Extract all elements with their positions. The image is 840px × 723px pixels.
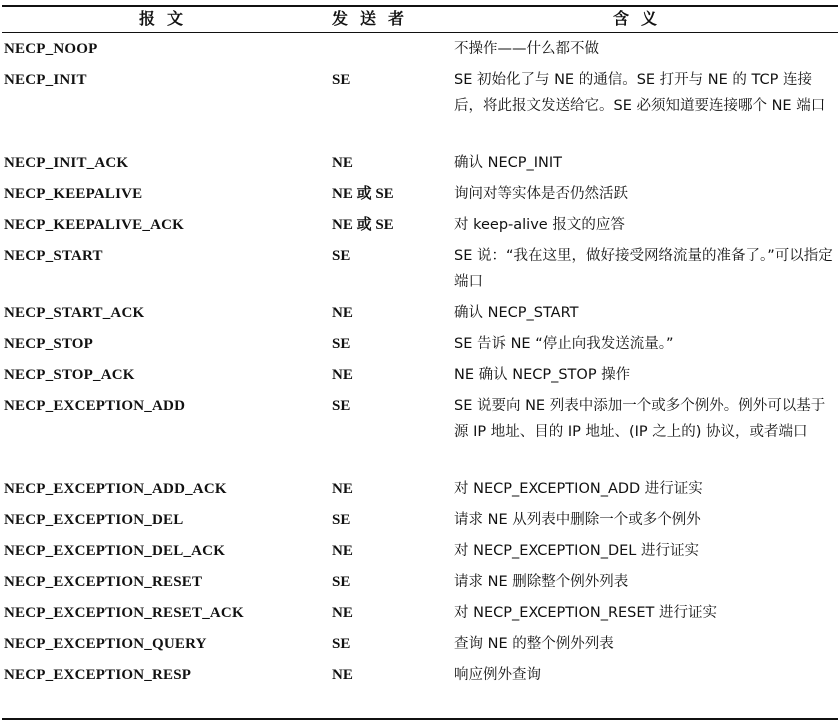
- cell-sender: NE 或 SE: [332, 217, 394, 233]
- cell-sender: NE 或 SE: [332, 186, 394, 202]
- cell-meaning: 对 NECP_EXCEPTION_ADD 进行证实: [454, 481, 703, 497]
- table-row: [2, 476, 838, 507]
- table-row: [2, 507, 838, 538]
- cell-message: NECP_START_ACK: [4, 305, 145, 321]
- cell-meaning: SE 说：“我在这里，做好接受网络流量的准备了。”可以指定端口: [454, 248, 833, 290]
- cell-meaning: SE 告诉 NE “停止向我发送流量。”: [454, 336, 674, 352]
- cell-message: NECP_KEEPALIVE: [4, 186, 143, 202]
- cell-message: NECP_START: [4, 248, 103, 264]
- cell-sender: SE: [332, 336, 351, 352]
- cell-message: NECP_NOOP: [4, 41, 98, 57]
- cell-meaning: SE 说要向 NE 列表中添加一个或多个例外。例外可以基于源 IP 地址、目的 IP 地址、(IP 之上的) 协议，或者端口: [454, 398, 826, 440]
- table-row: [2, 569, 838, 600]
- table-row: [2, 538, 838, 569]
- cell-message: NECP_EXCEPTION_DEL_ACK: [4, 543, 226, 559]
- cell-sender: SE: [332, 636, 351, 652]
- cell-message: NECP_INIT: [4, 72, 87, 88]
- table-row: [2, 631, 838, 662]
- cell-message: NECP_EXCEPTION_ADD_ACK: [4, 481, 227, 497]
- table-row: [2, 150, 838, 181]
- cell-message: NECP_EXCEPTION_ADD: [4, 398, 186, 414]
- table-row: [2, 331, 838, 362]
- cell-message: NECP_EXCEPTION_QUERY: [4, 636, 207, 652]
- cell-meaning: 对 keep-alive 报文的应答: [454, 217, 625, 233]
- table-body: [2, 36, 838, 693]
- cell-sender: [332, 36, 454, 67]
- header-rule: [2, 32, 838, 33]
- cell-sender: SE: [332, 398, 351, 414]
- table-row: [2, 67, 838, 150]
- cell-sender: NE: [332, 481, 353, 497]
- table-row: [2, 243, 838, 300]
- cell-message: NECP_EXCEPTION_RESET_ACK: [4, 605, 244, 621]
- table-row: [2, 600, 838, 631]
- table-row: [2, 662, 838, 693]
- cell-meaning: 响应例外查询: [454, 667, 541, 683]
- cell-sender: NE: [332, 155, 353, 171]
- cell-message: NECP_INIT_ACK: [4, 155, 129, 171]
- cell-meaning: 请求 NE 从列表中删除一个或多个例外: [454, 512, 701, 528]
- table-row: [2, 181, 838, 212]
- cell-meaning: 查询 NE 的整个例外列表: [454, 636, 614, 652]
- cell-meaning: 询问对等实体是否仍然活跃: [454, 186, 628, 202]
- header-sender: 发送者: [332, 9, 417, 28]
- cell-sender: NE: [332, 305, 353, 321]
- cell-message: NECP_EXCEPTION_DEL: [4, 512, 184, 528]
- table-row: [2, 212, 838, 243]
- cell-sender: SE: [332, 512, 351, 528]
- cell-sender: NE: [332, 367, 353, 383]
- cell-message: NECP_EXCEPTION_RESET: [4, 574, 203, 590]
- cell-meaning: 确认 NECP_INIT: [454, 155, 562, 171]
- cell-sender: NE: [332, 605, 353, 621]
- cell-sender: NE: [332, 667, 353, 683]
- cell-meaning: SE 初始化了与 NE 的通信。SE 打开与 NE 的 TCP 连接后，将此报文发送给它。SE 必须知道要连接哪个 NE 端口: [454, 72, 826, 114]
- cell-message: NECP_KEEPALIVE_ACK: [4, 217, 185, 233]
- cell-sender: SE: [332, 248, 351, 264]
- cell-message: NECP_STOP_ACK: [4, 367, 135, 383]
- table-row: [2, 300, 838, 331]
- header-meaning: 含义: [612, 9, 669, 28]
- table-row: [2, 36, 838, 67]
- cell-sender: SE: [332, 574, 351, 590]
- cell-meaning: 对 NECP_EXCEPTION_DEL 进行证实: [454, 543, 699, 559]
- cell-sender: SE: [332, 72, 351, 88]
- cell-message: NECP_STOP: [4, 336, 94, 352]
- header-message: 报文: [138, 9, 195, 28]
- cell-meaning: 请求 NE 删除整个例外列表: [454, 574, 629, 590]
- cell-message: NECP_EXCEPTION_RESP: [4, 667, 192, 683]
- table-row: [2, 362, 838, 393]
- cell-meaning: 不操作——什么都不做: [454, 41, 599, 57]
- table-bottom-rule: [2, 718, 838, 720]
- cell-meaning: 对 NECP_EXCEPTION_RESET 进行证实: [454, 605, 718, 621]
- cell-meaning: NE 确认 NECP_STOP 操作: [454, 367, 631, 383]
- cell-meaning: 确认 NECP_START: [454, 305, 579, 321]
- cell-sender: NE: [332, 543, 353, 559]
- necp-message-table: [2, 0, 838, 723]
- table-row: [2, 393, 838, 476]
